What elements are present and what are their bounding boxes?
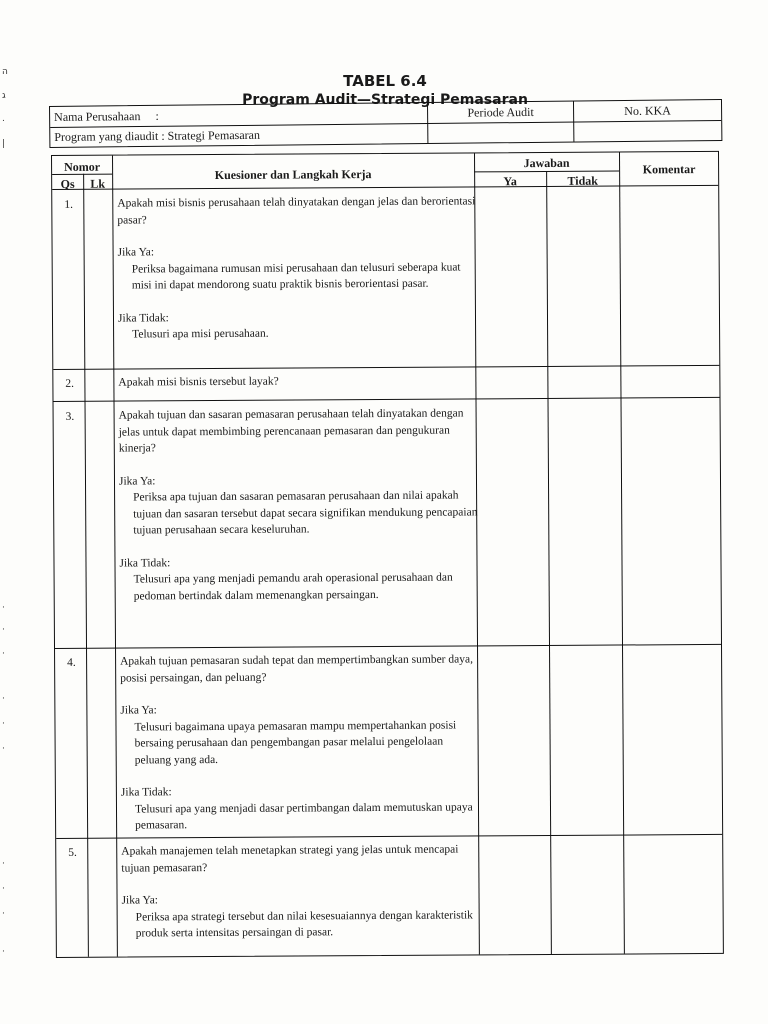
row-number: 3. <box>65 410 75 423</box>
qs-header: Qs <box>60 176 75 191</box>
row-question-block <box>120 651 481 834</box>
margin-mark: · <box>2 859 5 869</box>
jika-ya-label: Jika Ya: <box>121 894 159 907</box>
row-number: 4. <box>67 656 76 669</box>
periode-audit-value-cell <box>427 122 573 144</box>
question-text: Apakah manajemen telah menetapkan strategi yang jelas untuk mencapai tujuan pemasaran? <box>121 843 459 875</box>
questionnaire-table <box>51 151 724 958</box>
table-number: TABEL 6.4 <box>343 72 427 90</box>
margin-mark: · <box>2 884 5 894</box>
jika-ya-text: Periksa apa strategi tersebut dan nilai kesesuaiannya dengan karakteristik produk serta intensitas persaingan di pasar. <box>135 908 473 940</box>
row-question-block <box>118 372 478 391</box>
table-title: Program Audit—Strategi Pemasaran <box>242 92 528 108</box>
jika-ya-text: Periksa bagaimana rumusan misi perusahaan dan telusuri seberapa kuat misi ini dapat mendorong suatu praktik bisnis berorientasi pasar. <box>131 261 461 292</box>
lk-header: Lk <box>90 176 106 191</box>
jika-ya-label: Jika Ya: <box>118 474 156 488</box>
tidak-header: Tidak <box>567 173 598 188</box>
row-number: 5. <box>68 846 77 859</box>
question-text: Apakah tujuan dan sasaran pemasaran perusahaan telah dinyatakan dengan jelas untuk dapat membimbing perencanaan pemasaran dan pengukuran kinerja? <box>118 407 464 455</box>
nomor-header: Nomor <box>64 159 101 174</box>
jika-tidak-label: Jika Tidak: <box>120 786 172 799</box>
row-number: 1. <box>64 198 73 211</box>
jika-tidak-text: Telusuri apa misi perusahaan. <box>132 327 269 341</box>
jika-tidak-label: Jika Tidak: <box>119 556 171 570</box>
col-divider-ya-tidak <box>546 171 552 954</box>
nama-perusahaan-colon: : <box>155 108 159 123</box>
margin-mark: · <box>2 603 5 613</box>
margin-mark: · <box>2 719 5 729</box>
margin-mark: · <box>2 694 5 704</box>
header-info-table <box>49 99 722 148</box>
margin-mark: · <box>2 947 5 957</box>
no-kka-value-cell <box>573 120 721 142</box>
margin-mark: | <box>2 139 6 149</box>
col-divider-tidak-komentar <box>619 153 625 954</box>
jika-ya-text: Telusuri bagaimana upaya pemasaran mampu mempertahankan posisi bersaing perusahaan dan pengembangan pasar melalui pengelolaan peluang yang ada. <box>134 719 457 766</box>
margin-mark: . <box>2 114 5 124</box>
question-text: Apakah misi bisnis tersebut layak? <box>118 375 279 389</box>
jika-ya-text: Periksa apa tujuan dan sasaran pemasaran perusahaan dan nilai apakah tujuan dan sasaran tersebut dapat secara signifikan mendukung pencapaian tujuan perusahaan secara keseluruhan. <box>133 489 478 537</box>
program-label: Program yang diaudit : Strategi Pemasaran <box>54 127 261 144</box>
periode-audit-cell <box>427 102 573 124</box>
question-text: Apakah tujuan pemasaran sudah tepat dan mempertimbangkan sumber daya, posisi persaingan, dan peluang? <box>120 653 474 685</box>
margin-mark: · <box>2 744 5 754</box>
question-text: Apakah misi bisnis perusahaan telah dinyatakan dengan jelas dan berorientasi pasar? <box>117 195 476 227</box>
jika-ya-label: Jika Ya: <box>117 246 155 259</box>
margin-mark: ה <box>2 67 8 77</box>
margin-mark: ג <box>2 91 6 101</box>
jika-tidak-text: Telusuri apa yang menjadi dasar pertimbangan dalam memutuskan upaya pemasaran. <box>134 800 473 832</box>
left-margin-bleed-marks <box>0 0 14 1024</box>
col-divider-qs-lk <box>83 174 89 957</box>
nama-perusahaan-label: Nama Perusahaan <box>54 109 141 124</box>
periode-audit-label: Periode Audit <box>467 104 534 120</box>
ya-header: Ya <box>503 174 517 189</box>
jika-tidak-label: Jika Tidak: <box>117 311 169 325</box>
jika-ya-label: Jika Ya: <box>120 704 157 717</box>
jawaban-header: Jawaban <box>523 155 570 171</box>
row-question-block <box>119 405 480 604</box>
row-question-block <box>117 193 478 343</box>
jika-tidak-text: Telusuri apa yang menjadi pemandu arah operasional perusahaan dan pedoman bertindak dalam memenangkan persaingan. <box>133 571 453 603</box>
no-kka-label: No. KKA <box>624 103 671 118</box>
margin-mark: · <box>2 909 5 919</box>
program-cell <box>50 123 427 147</box>
komentar-header: Komentar <box>642 162 696 177</box>
kuesioner-header: Kuesioner dan Langkah Kerja <box>214 167 372 183</box>
row-question-block <box>121 841 482 942</box>
row-number: 2. <box>65 377 75 390</box>
no-kka-cell <box>573 100 721 122</box>
margin-mark: · <box>2 625 5 635</box>
margin-mark: · <box>2 649 5 659</box>
